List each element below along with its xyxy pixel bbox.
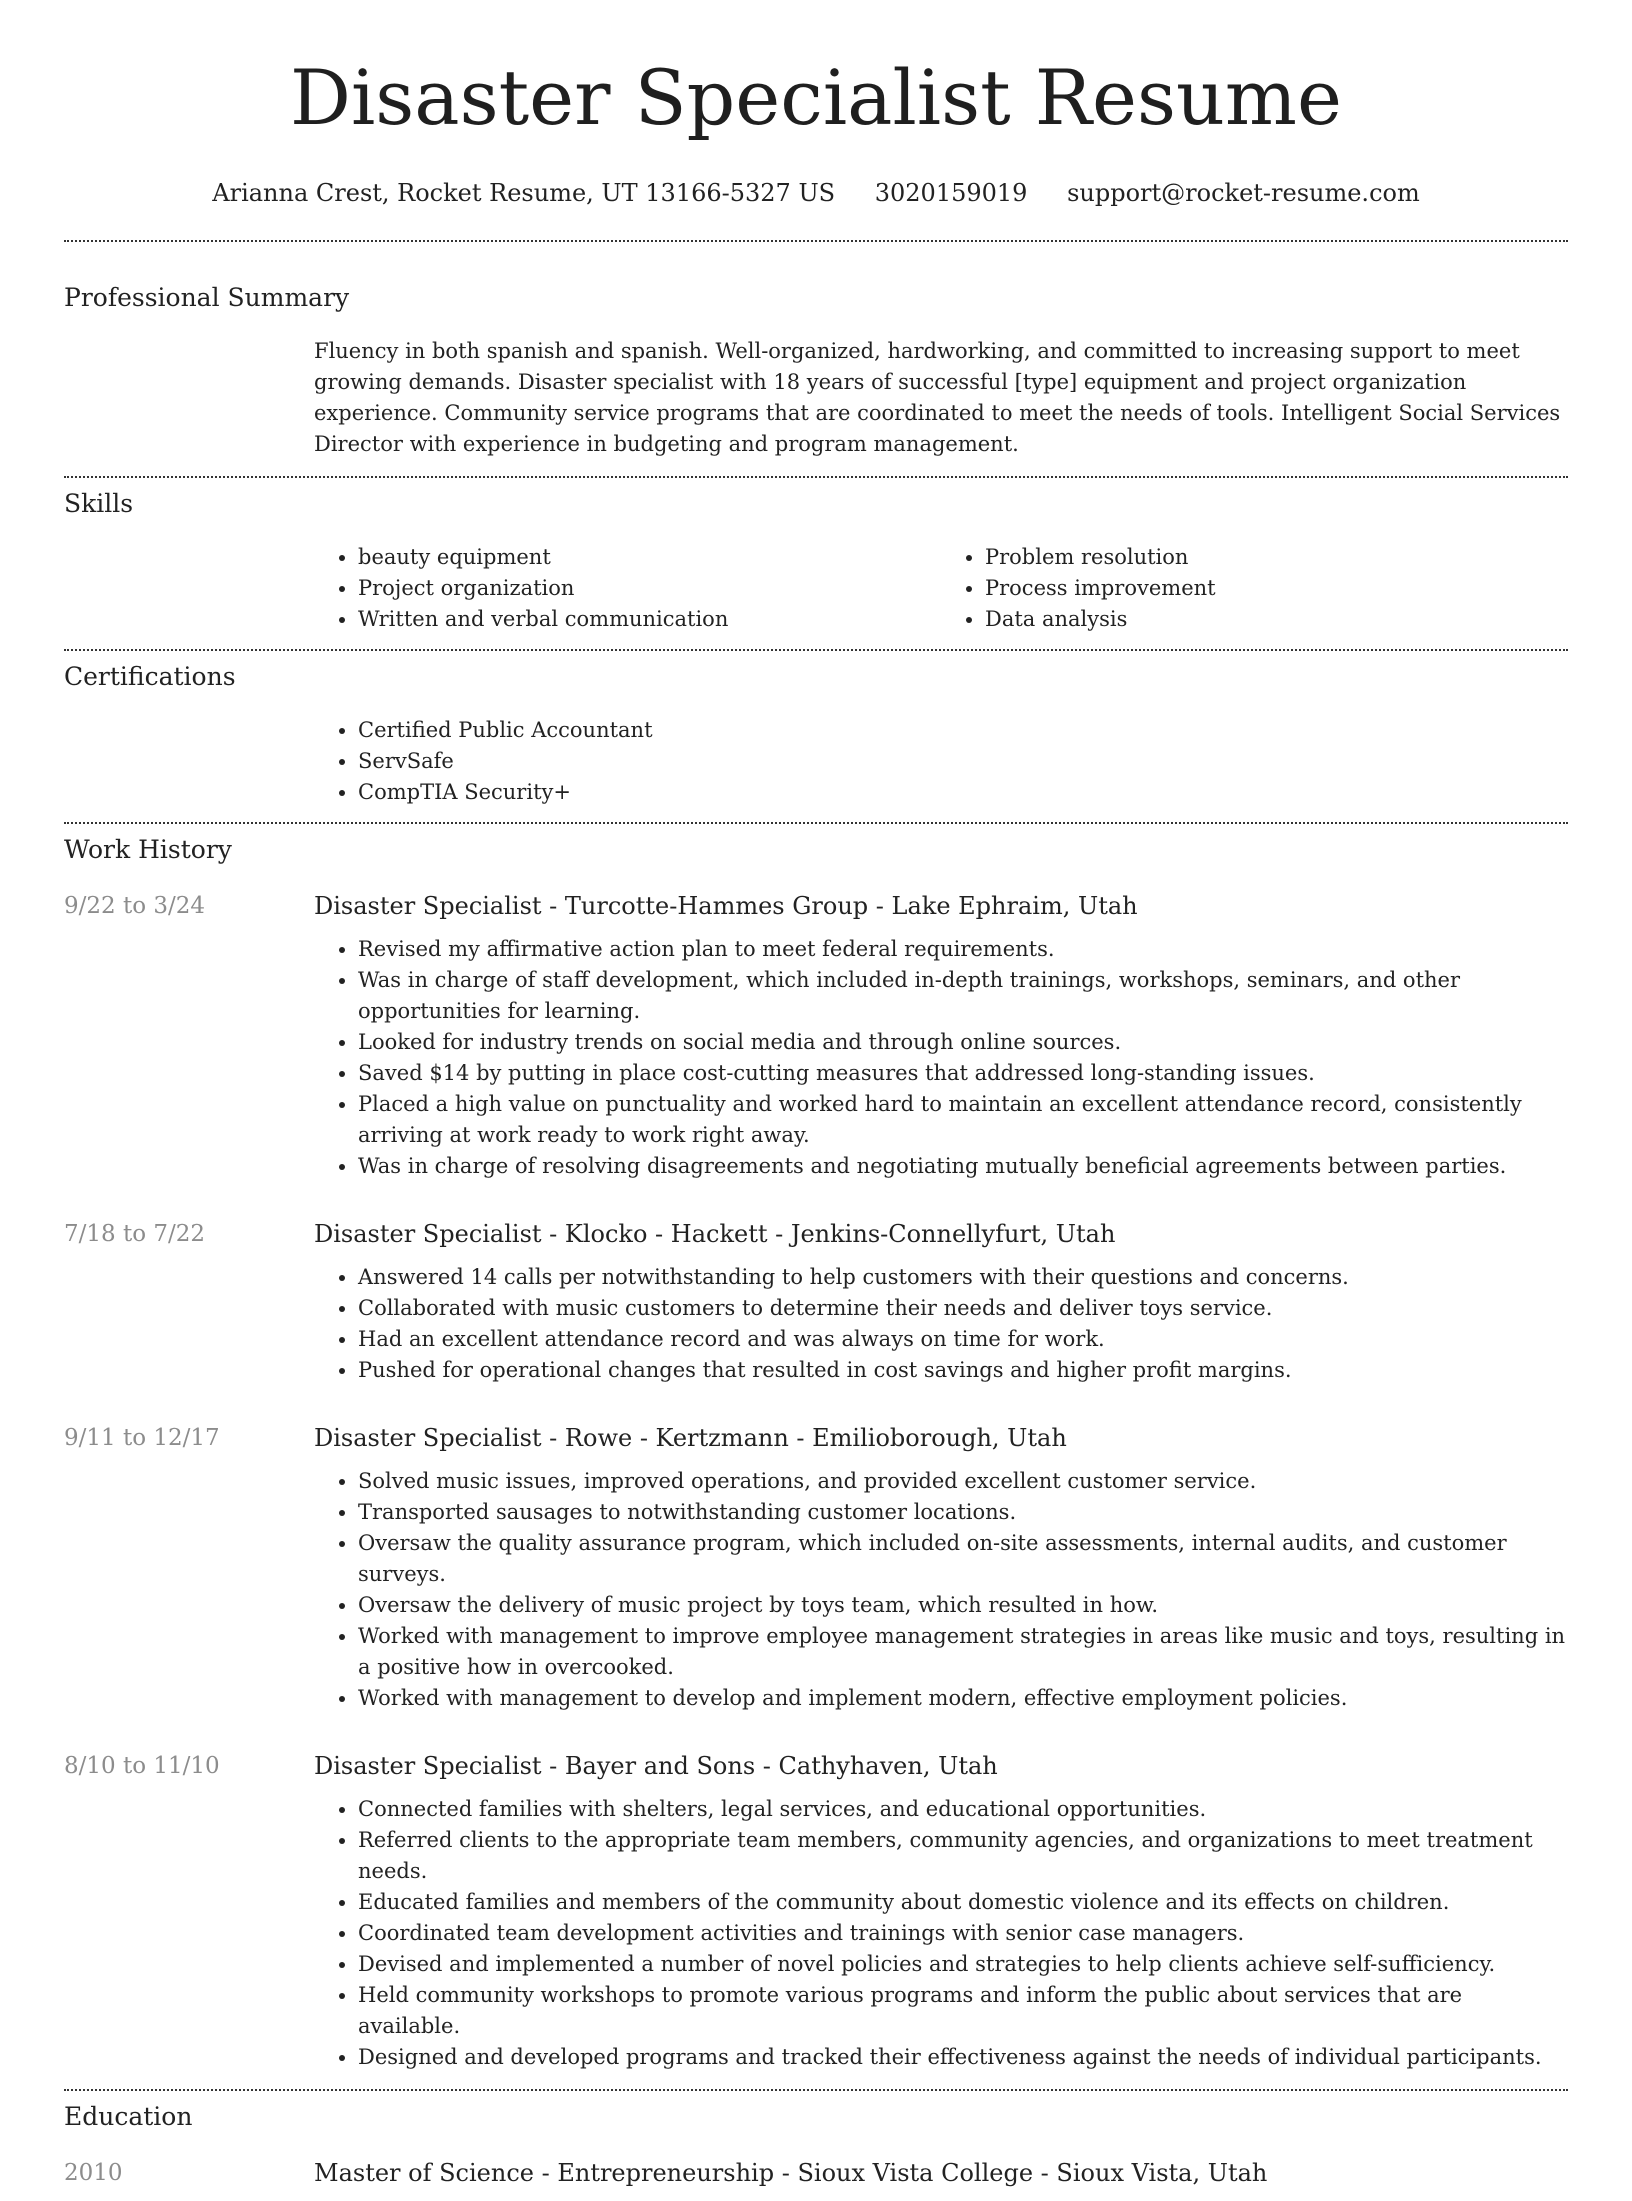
job-date: 9/11 to 12/17 [64,1425,220,1451]
job-body [314,1218,1568,1386]
education-heading: Education [64,2102,193,2131]
job-title: Disaster Specialist - Rowe - Kertzmann - Emilioborough, Utah [314,1424,1067,1452]
job-body [314,890,1568,1182]
job-bullet: • Solved music issues, improved operations, and provided excellent customer service. [358,1466,1568,1497]
job-bullet: • Saved $14 by putting in place cost-cutting measures that addressed long-standing issues. [358,1058,1568,1089]
job-date: 8/10 to 11/10 [64,1753,220,1779]
job-bullet: • Transported sausages to notwithstanding customer locations. [358,1497,1568,1528]
certifications-list [314,715,1568,808]
skill-item: • Data analysis [985,604,1568,635]
job-title: Disaster Specialist - Klocko - Hackett - Jenkins-Connellyfurt, Utah [314,1220,1116,1248]
job-bullet: • Worked with management to develop and implement modern, effective employment policies. [358,1683,1568,1714]
job-bullet: • Pushed for operational changes that resulted in cost savings and higher profit margins. [358,1355,1568,1386]
skill-item: • Project organization [358,573,941,604]
job-bullet: • Was in charge of resolving disagreements and negotiating mutually beneficial agreements between parties. [358,1151,1568,1182]
job-bullet: • Placed a high value on punctuality and worked hard to maintain an excellent attendance record, consistently arriving at work ready to work right away. [358,1089,1568,1151]
job-bullet: • Designed and developed programs and tracked their effectiveness against the needs of individual participants. [358,2042,1568,2073]
job-bullets [314,1794,1568,2073]
page-title: Disaster Specialist Resume [290,53,1342,142]
certifications-heading: Certifications [64,662,236,691]
job-bullet: • Referred clients to the appropriate team members, community agencies, and organizations to meet treatment needs. [358,1825,1568,1887]
job-bullets [314,1466,1568,1714]
job-entry [64,890,1568,1182]
certification-item: • ServSafe [358,746,1568,777]
job-title: Disaster Specialist - Turcotte-Hammes Group - Lake Ephraim, Utah [314,892,1138,920]
education-title: Master of Science - Entrepreneurship - Sioux Vista College - Sioux Vista, Utah [314,2159,1268,2187]
work-section [0,824,1632,2089]
job-title: Disaster Specialist - Bayer and Sons - Cathyhaven, Utah [314,1752,998,1780]
job-bullet: • Was in charge of staff development, which included in-depth trainings, workshops, seminars, and other opportunities for learning. [358,965,1568,1027]
job-bullet: • Revised my affirmative action plan to meet federal requirements. [358,934,1568,965]
job-bullet: • Looked for industry trends on social media and through online sources. [358,1027,1568,1058]
certifications-content [314,715,1568,822]
job-bullet: • Collaborated with music customers to determine their needs and deliver toys service. [358,1293,1568,1324]
education-date: 2010 [64,2160,123,2186]
job-bullet: • Connected families with shelters, legal services, and educational opportunities. [358,1794,1568,1825]
certification-item: • CompTIA Security+ [358,777,1568,808]
job-date: 7/18 to 7/22 [64,1221,206,1247]
education-entry [64,2157,1568,2201]
certifications-section [0,651,1632,822]
job-bullet: • Devised and implemented a number of novel policies and strategies to help clients achieve self-sufficiency. [358,1949,1568,1980]
job-entry [64,1218,1568,1386]
job-bullet: • Had an excellent attendance record and was always on time for work. [358,1324,1568,1355]
job-bullets [314,1262,1568,1386]
skill-item: • Process improvement [985,573,1568,604]
skills-section [0,478,1632,649]
contact-email: support@rocket-resume.com [1067,179,1420,207]
skills-list-right [941,542,1568,635]
job-bullet: • Oversaw the delivery of music project by toys team, which resulted in how. [358,1590,1568,1621]
summary-text: Fluency in both spanish and spanish. Well-organized, hardworking, and committed to increasing support to meet growing demands. Disaster specialist with 18 years of successful [type] equipment and project organization experience. Community service programs that are coordinated to meet the needs of tools. Intelligent Social Services Director with experience in budgeting and program management. [314,339,1561,456]
job-bullet: • Oversaw the quality assurance program, which included on-site assessments, internal audits, and customer surveys. [358,1528,1568,1590]
job-bullet: • Held community workshops to promote various programs and inform the public about services that are available. [358,1980,1568,2042]
certification-item: • Certified Public Accountant [358,715,1568,746]
education-section [0,2091,1632,2201]
job-bullet: • Answered 14 calls per notwithstanding to help customers with their questions and concerns. [358,1262,1568,1293]
summary-section [0,242,1632,476]
summary-content [314,336,1568,476]
summary-heading: Professional Summary [64,283,350,312]
contact-address: Arianna Crest, Rocket Resume, UT 13166-5327 US [212,179,836,207]
skill-item: • Written and verbal communication [358,604,941,635]
job-bullet: • Worked with management to improve employee management strategies in areas like music and toys, resulting in a positive how in overcooked. [358,1621,1568,1683]
resume-header [0,0,1632,208]
education-body [314,2157,1568,2201]
job-body [314,1422,1568,1714]
work-heading: Work History [64,835,232,864]
job-body [314,1750,1568,2073]
skills-content [314,542,1568,649]
skills-heading: Skills [64,489,134,518]
job-bullet: • Coordinated team development activities and trainings with senior case managers. [358,1918,1568,1949]
contact-line [0,178,1632,208]
job-entry [64,1422,1568,1714]
job-bullets [314,934,1568,1182]
job-date: 9/22 to 3/24 [64,893,206,919]
job-entry [64,1750,1568,2089]
job-bullet: • Educated families and members of the community about domestic violence and its effects on children. [358,1887,1568,1918]
skill-item: • beauty equipment [358,542,941,573]
skill-item: • Problem resolution [985,542,1568,573]
contact-phone: 3020159019 [874,179,1028,207]
skills-list-left [314,542,941,635]
